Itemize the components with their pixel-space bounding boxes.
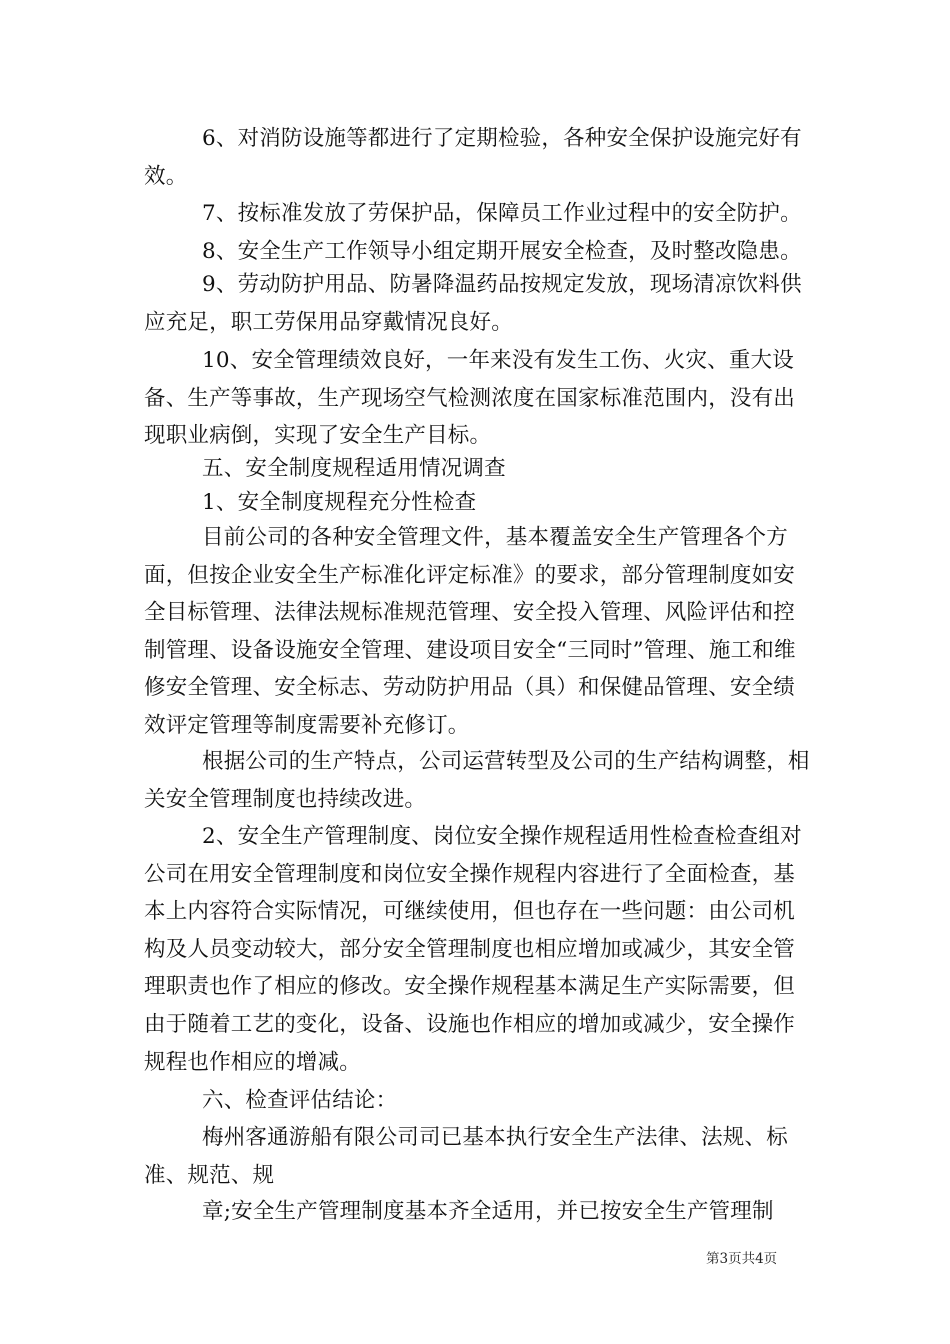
paragraph-item-6: 6、对消防设施等都进行了定期检验，各种安全保护设施完好有效。 (144, 126, 802, 189)
paragraph-production-features: 根据公司的生产特点，公司运营转型及公司的生产结构调整，相关安全管理制度也持续改进。 (144, 749, 810, 812)
paragraph-item-7: 7、按标准发放了劳保护品，保障员工作业过程中的安全防护。 (202, 201, 802, 226)
paragraph-item-9: 9、劳动防护用品、防暑降温药品按规定发放，现场清凉饮料供应充足，职工劳保用品穿戴情况良好。 (144, 272, 802, 335)
section-heading-five: 五、安全制度规程适用情况调查 (202, 456, 506, 481)
paragraph-conclusion-continued: 章;安全生产管理制度基本齐全适用，并已按安全生产管理制 (202, 1199, 774, 1224)
paragraph-conclusion: 梅州客通游船有限公司司已基本执行安全生产法律、法规、标准、规范、规 (144, 1125, 788, 1188)
subsection-heading-1: 1、安全制度规程充分性检查 (202, 490, 477, 515)
paragraph-item-8: 8、安全生产工作领导小组定期开展安全检查，及时整改隐患。 (202, 239, 802, 264)
paragraph-current-documents: 目前公司的各种安全管理文件，基本覆盖安全生产管理各个方面，但按企业安全生产标准化评定标准》的要求，部分管理制度如安全目标管理、法律法规标准规范管理、安全投入管理、风险评估和控制管理、设备设施安全管理、建设项目安全“三同时”管理、施工和维修安全管理、安全标志、劳动防护用品（具）和保健品管理、安全绩效评定管理等制度需要补充修订。 (144, 525, 796, 738)
paragraph-item-10: 10、安全管理绩效良好，一年来没有发生工伤、火灾、重大设备、生产等事故，生产现场空气检测浓度在国家标准范围内，没有出现职业病倒，实现了安全生产目标。 (144, 348, 796, 449)
section-heading-six: 六、检查评估结论： (202, 1088, 398, 1113)
paragraph-applicability-check: 2、安全生产管理制度、岗位安全操作规程适用性检查检查组对公司在用安全管理制度和岗位安全操作规程内容进行了全面检查，基本上内容符合实际情况，可继续使用，但也存在一些问题：由公司机构及人员变动较大，部分安全管理制度也相应增加或减少，其安全管理职责也作了相应的修改。安全操作规程基本满足生产实际需要，但由于随着工艺的变化，设备、设施也作相应的增加或减少，安全操作规程也作相应的增减。 (144, 824, 802, 1075)
page-number-footer: 第3页共4页 (706, 1251, 778, 1267)
